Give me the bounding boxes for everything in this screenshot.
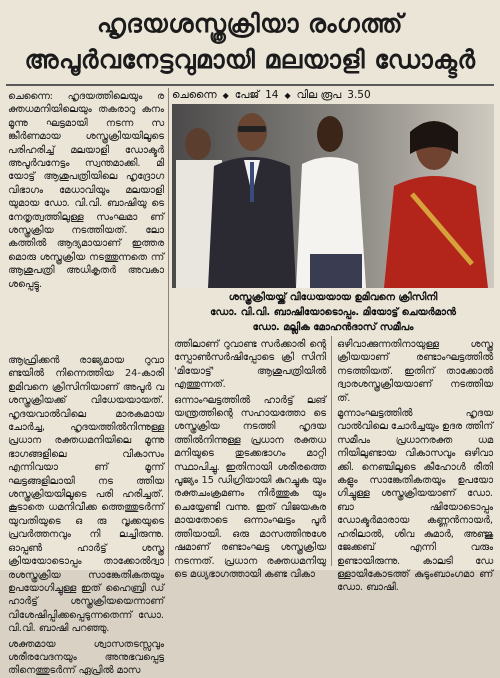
dateline-city: ചെന്നൈ (172, 88, 217, 101)
column-divider (168, 88, 169, 566)
column-divider (331, 336, 332, 566)
article-column-middle (174, 338, 326, 580)
article-column-left-top (8, 90, 164, 352)
paragraph: ആഫ്രിക്കൻ രാജ്യമായ റുവാ ണ്ടയിൽ നിന്നെത്തിയ 24-കാരി ഉമിവനെ ക്രിസിനിയാണ് അപൂർ വ ശസ്ത്രക്രിയക്ക് വിധേയയായത്. ഹൃദയവാൽവിലെ മാരകമായ ചോർച്ച, ഹൃദയത്തിൽനിന്നുള്ള പ്രധാന രക്തധമനിയിലെ മൂന്നു ഭാഗങ്ങളിലെ വികാസം എന്നിവയാ ണ് മൂന്ന് ഘട്ടങ്ങളിലായി നട ത്തിയ ശസ്ത്രക്രിയയിലൂടെ പരി ഹരിച്ചത്. കൂടാതെ ധമനിവീക്ക ത്തെത്തുടർന്ന് യുവതിയുടെ ഒ രു വൃക്കയുടെ പ്രവർത്തനവും നി ലച്ചിരുന്നു. ഓപ്പൺ ഹാർട്ട് ശസ്ത്ര ക്രിയയോടൊപ്പം താക്കോൽദ്വാ രശസ്ത്രക്രിയ സാങ്കേതികതയും ഉപയോഗിച്ചുള്ള ഇത് ഹൈബ്രി ഡ് ഹാർട്ട് ശസ്ത്രക്രിയയെന്നാണ് വിശേഷിപ്പിക്കപ്പെടുന്നതെന്ന് ഡോ. വി.വി. ബാഷി പറഞ്ഞു. (8, 355, 164, 635)
paragraph: ശക്തമായ ശ്വാസതടസ്സവും ശരീരവേദനയും അനുഭവപ്പെട്ട തിനെത്തുടർന്ന് ഏപ്രിൽ മാസ (8, 638, 164, 677)
paragraph: മൂന്നാംഘട്ടത്തിൽ ഹൃദയ വാൽവിലെ ചോർച്ചയും ഉദര ത്തിന് സമീപം പ്രധാനരക്ത ധമ നിയിലുണ്ടായ വികാസവും ഒഴിവാ ക്കി. നെഞ്ചിലൂടെ കീഹോൾ രീതി കളും സാങ്കേതികതയും ഉപയോ ഗിച്ചുള്ള ശസ്ത്രക്രിയയാണ് ഡോ. ബാ ഷിയോടൊപ്പം ഡോക്ടർമാരായ കണ്ണൻനായർ, ഹരിലാൽ, ശിവ കുമാർ, അഞ്ജു ജേക്കബ് എന്നി വരും ഉണ്ടായിരുന്നു. കാലടി ഡേ ള്ളായികോടത്ത് കുടുംബാംഗമാ ണ് ഡോ. ബാഷി. (337, 408, 493, 594)
news-photo (172, 104, 494, 288)
photo-illustration (172, 104, 494, 288)
paragraph: ചെന്നൈ: ഹൃദയത്തിലെയും ര ക്തധമനിയിലെയും തകരാറു കനം മൂന്നു ഘട്ടമായി നടന്ന സ ങ്കീർണമായ ശസ്ത്രക്രിയയിലൂടെ പരിഹരിച്ച് മലയാളി ഡോക്ടർ അപൂർവനേട്ടം സ്വന്തമാക്കി. മി യോട്ട് ആശുപത്രിയിലെ ഹൃദ്രോഗ വിഭാഗം മേധാവിയും മലയാളി യുമായ ഡോ. വി.വി. ബാഷിയു ടെ നേതൃത്വത്തിലുള്ള സംഘമാ ണ് ശസ്ത്രക്രിയ നടത്തിയത്. ലോ കത്തിൽ ആദ്യമായാണ് ഇത്തര മൊരു ശസ്ത്രക്രിയ നടത്തുന്നതെ ന്ന് ആശുപത്രി അധികൃതർ അവകാ ശപ്പെട്ടു. (8, 91, 164, 290)
caption-line-2 (172, 305, 494, 320)
dateline-page-number: 14 (265, 89, 279, 101)
dateline-price-label: വില രൂപ (296, 88, 342, 101)
dateline-page-label: പേജ് (234, 88, 260, 101)
article-column-left-bottom (8, 354, 164, 677)
headline-line-1: ഹൃദയശസ്ത്രക്രിയാ രംഗത്ത് (96, 9, 404, 38)
caption-line-1: ശസ്ത്രക്രിയയ്ക്ക് വിധേയയായ ഉമിവനെ ക്രിസിനി (228, 292, 438, 303)
headline-rule (6, 84, 494, 86)
caption-line-2-text: ഡോ. വി.വി. ബാഷിയോടൊപ്പം. മിയോട്ട് ചെയർമാൻ (210, 307, 456, 318)
paragraph: ഒന്നാംഘട്ടത്തിൽ ഹാർട്ട് ലങ് യന്ത്രത്തിന്റെ സഹായത്തോ ടെ ശസ്ത്രക്രിയ നടത്തി ഹൃദയ ത്തിൽനിന്നുള്ള പ്രധാന രക്തധ മനിയുടെ തുടക്കഭാഗം മാറ്റി സ്ഥാപിച്ചു. ഇതിനായി ശരീരത്തെ പൂജ്യം 15 ഡിഗ്രിയായി കുറച്ചുക യും രക്തചംക്രമണം നിർത്തുക യും ചെയ്യേണ്ടി വന്നു. ഇത് വിജയകര മായതോടെ ഒന്നാംഘട്ടം പൂർ ത്തിയായി. ഒരു മാസത്തിനുശേ ഷമാണ് രണ്ടാംഘട്ട ശസ്ത്രക്രിയ നടന്നത്. പ്രധാന രക്തധമനിയു ടെ മധ്യഭാഗത്തായി കണ്ട വികാ (174, 394, 326, 580)
diamond-separator-icon: ◆ (284, 90, 291, 100)
dateline (172, 88, 494, 102)
dateline-price: 3.50 (347, 89, 371, 101)
paragraph: ഒഴിവാക്കുന്നതിനായുള്ള ശസ്ത്ര ക്രിയയാണ് രണ്ടാംഘട്ടത്തിൽ നടത്തിയത്. ഇതിന് താക്കോൽ ദ്വാരശസ്ത്രക്രിയയാണ് നടത്തിയ ത്. (337, 339, 493, 404)
headline (0, 0, 500, 84)
headline-line-2: അപൂർവനേട്ടവുമായി മലയാളി ഡോക്ടർ (24, 45, 476, 74)
paragraph: ത്തിലാണ് റുവാണ്ട സർക്കാരി ന്റെ സ്പോൺസർഷിപ്പോടെ ക്രി സിനി 'മിയോട്ട്' ആശുപത്രിയിൽ എത്തുന്നത്. (174, 339, 326, 391)
diamond-separator-icon: ◆ (222, 90, 229, 100)
caption-line-3: ഡോ. മല്ലിക മോഹൻദാസ് സമീപം (252, 322, 414, 333)
photo-caption (172, 290, 494, 333)
article-column-right (337, 338, 493, 594)
